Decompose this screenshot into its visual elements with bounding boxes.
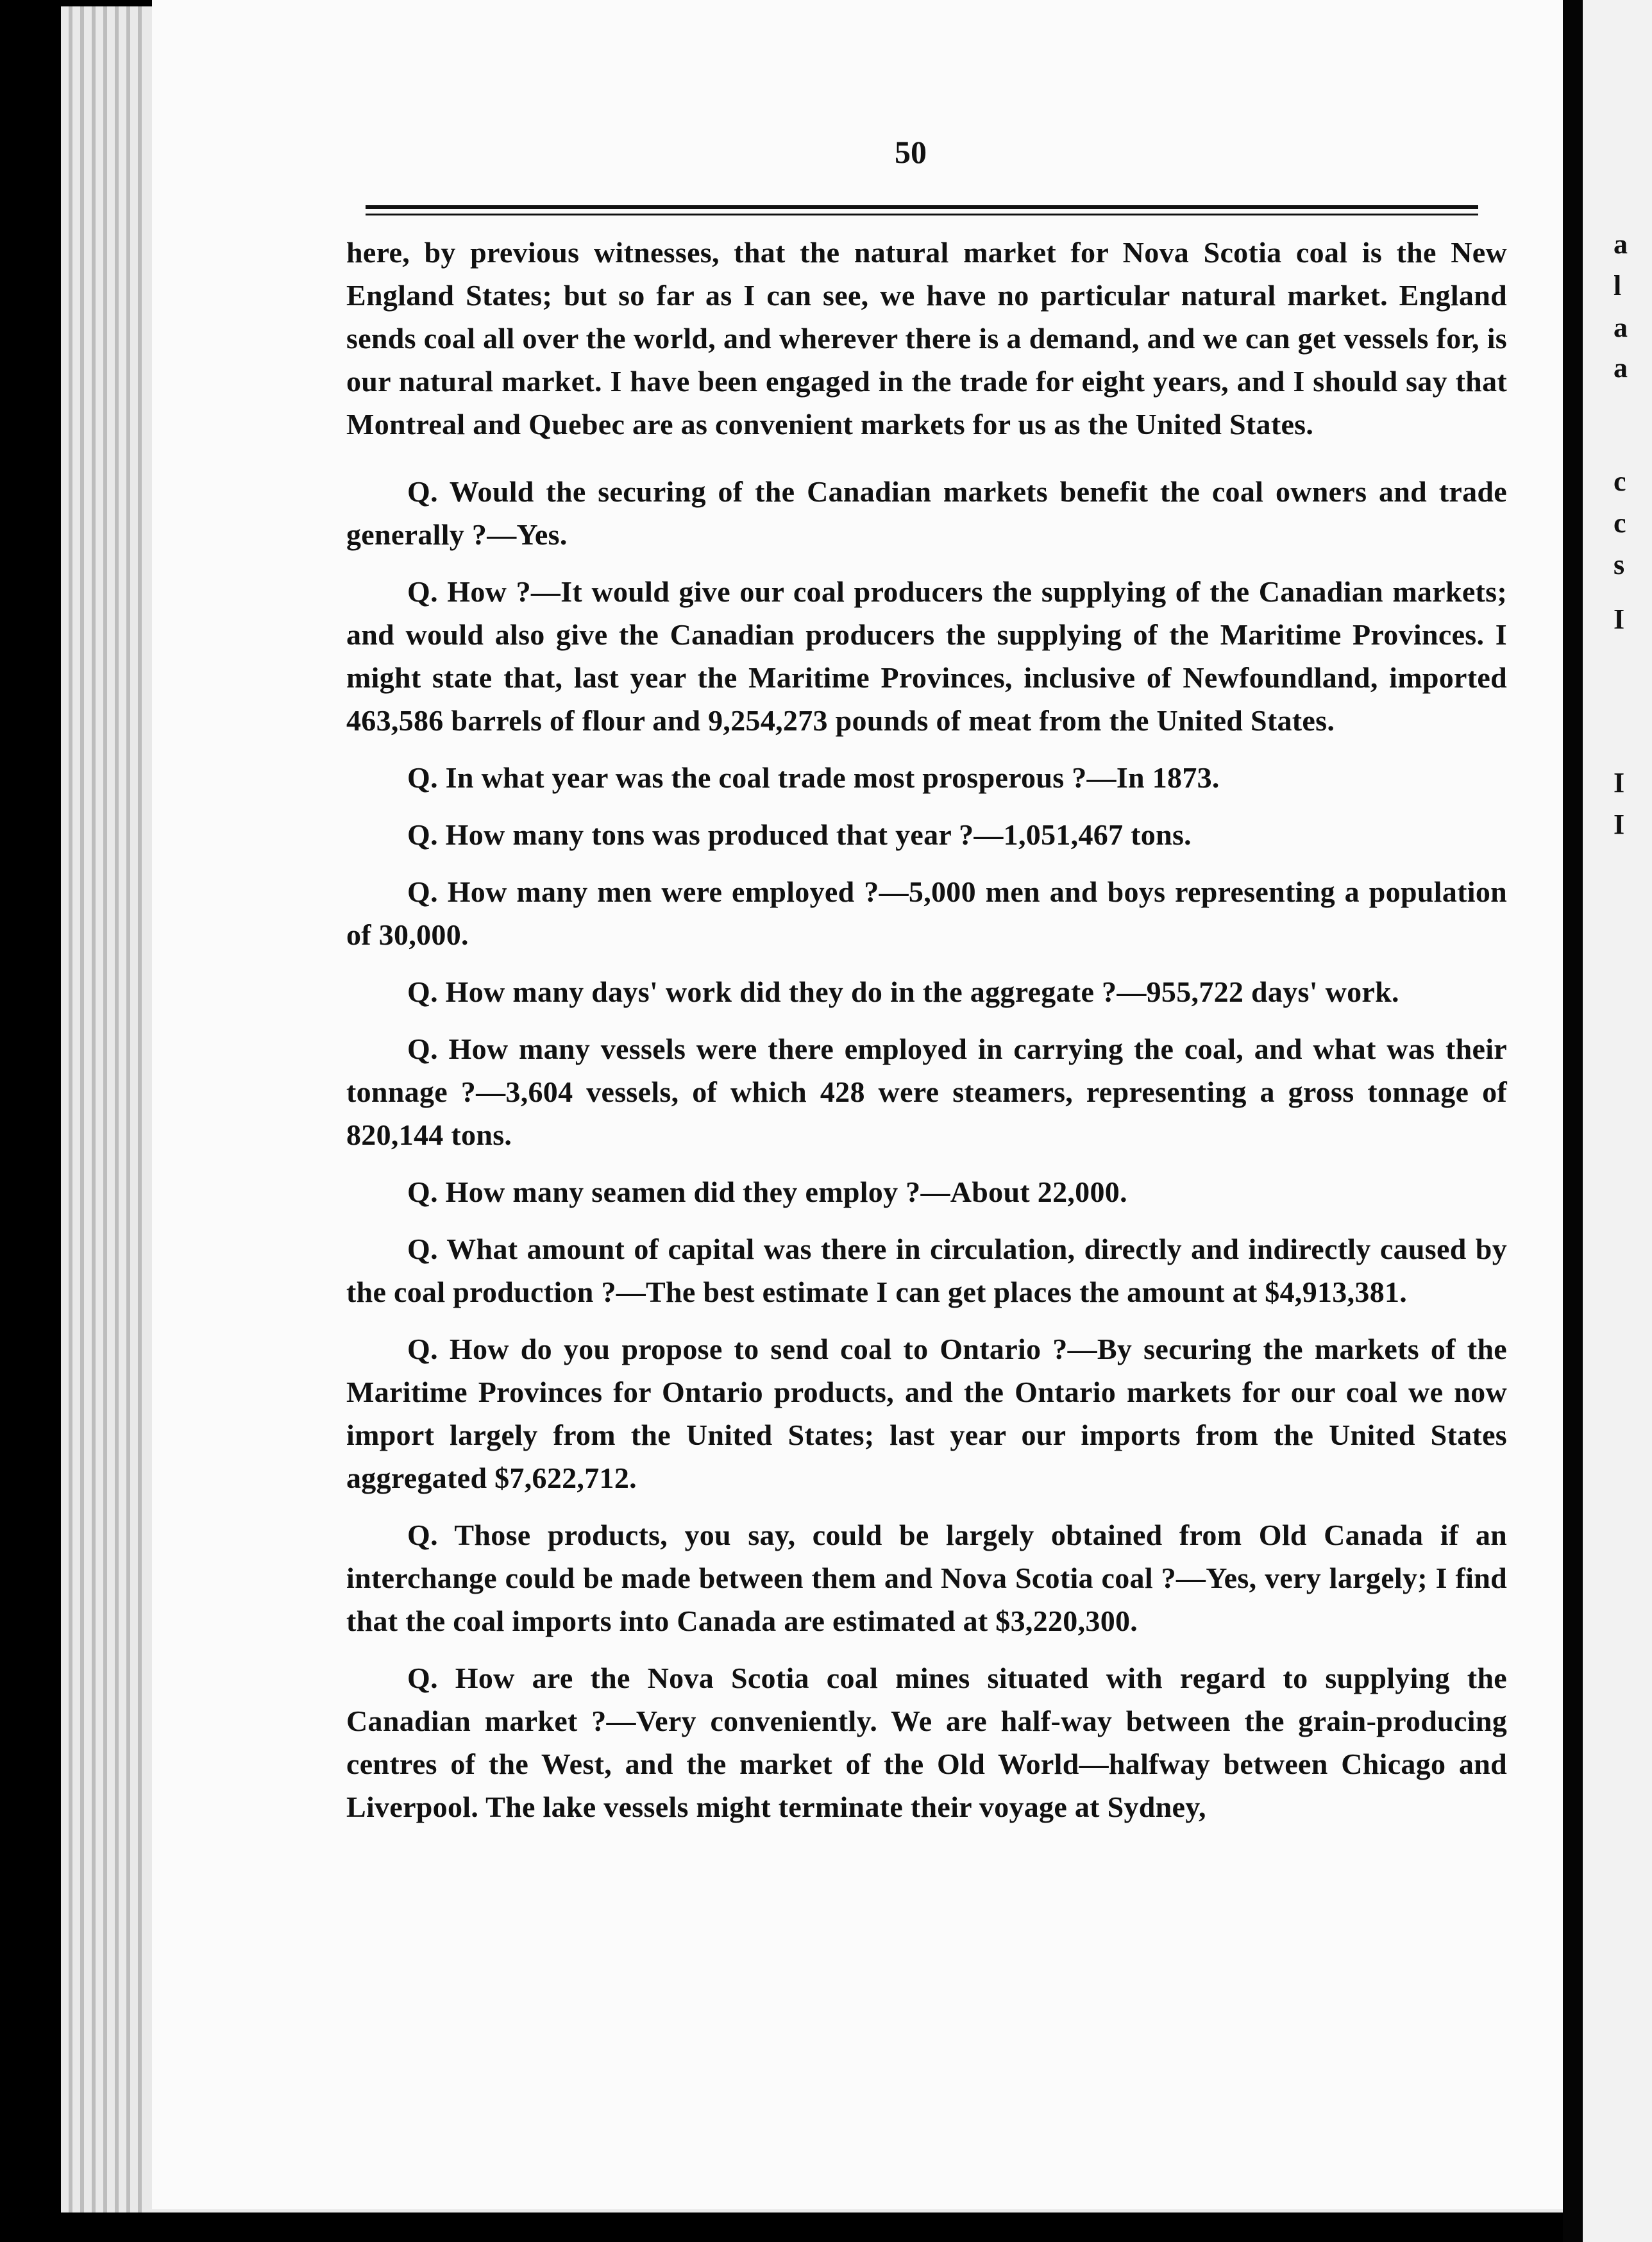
question-answer: Q. Those products, you say, could be largely obtained from Old Canada if an interchange could be made between them and Nova Scotia coal ?—Yes, very largely; I find that the coal imports into Canada are estimated at $3,220,300. [346, 1519, 1507, 1637]
question-answer: Q. What amount of capital was there in circulation, directly and indirectly caused by the coal production ?—The best estimate I can get places the amount at $4,913,381. [346, 1233, 1507, 1308]
adjacent-page-fragment: c [1614, 466, 1626, 497]
page-edge [69, 6, 72, 2212]
header-rule-thin [366, 214, 1478, 215]
page-edge [126, 6, 130, 2212]
page-number: 50 [895, 134, 927, 170]
adjacent-page-fragment: a [1614, 352, 1628, 384]
adjacent-page-fragment: s [1614, 549, 1625, 580]
adjacent-page-fragment: l [1614, 270, 1622, 301]
paragraph-continuation: here, by previous witnesses, that the natural market for Nova Scotia coal is the New England States; but so far as I can see, we have no particular natural market. England sends coal all over the world, and wherever there is a demand, and we can get vessels for, is our natural market. I have been engaged in the trade for eight years, and I should say that Montreal and Quebec are as convenient markets for us as the United States. [346, 236, 1507, 441]
adjacent-page-fragment: I [1614, 809, 1625, 840]
page-edge [138, 6, 142, 2212]
question-answer: Q. How do you propose to send coal to Ontario ?—By securing the markets of the Maritime Provinces for Ontario products, and the Ontario markets for our coal we now import largely from the United States; last year our imports from the United States aggregated $7,622,712. [346, 1333, 1507, 1494]
question-answer: Q. How many vessels were there employed in carrying the coal, and what was their tonnage ?—3,604 vessels, of which 428 were steamers, representing a gross tonnage of 820,144 tons. [346, 1032, 1507, 1151]
page-edge [115, 6, 119, 2212]
adjacent-page-sliver [1583, 0, 1652, 2242]
question-answer: Q. How many men were employed ?—5,000 men and boys representing a population of 30,000. [346, 875, 1507, 951]
adjacent-page-fragment: I [1614, 603, 1625, 635]
question-answer: Q. How many seamen did they employ ?—About 22,000. [407, 1176, 1127, 1208]
question-answer: Q. How are the Nova Scotia coal mines situated with regard to supplying the Canadian market ?—Very conveniently. We are half-way between the grain-producing centres of the West, and the market of the Old World—halfway between Chicago and Liverpool. The lake vessels might terminate their voyage at Sydney, [346, 1662, 1507, 1823]
testimony-text [346, 231, 1507, 1842]
page-edge [103, 6, 107, 2212]
adjacent-page-fragment: a [1614, 228, 1628, 260]
question-answer: Q. How ?—It would give our coal producers the supplying of the Canadian markets; and would also give the Canadian producers the supplying of the Maritime Provinces. I might state that, last year the Maritime Provinces, inclusive of Newfoundland, imported 463,586 barrels of flour and 9,254,273 pounds of meat from the United States. [346, 575, 1507, 737]
page-edge [92, 6, 96, 2212]
adjacent-page-fragment: a [1614, 312, 1628, 343]
adjacent-page-fragment: I [1614, 767, 1625, 798]
question-answer: Q. In what year was the coal trade most prosperous ?—In 1873. [407, 761, 1220, 794]
header-rule-thick [366, 205, 1478, 209]
question-answer: Q. How many tons was produced that year ?—1,051,467 tons. [407, 818, 1192, 851]
page-edge [80, 6, 84, 2212]
book-gutter [1563, 0, 1583, 2242]
adjacent-page-fragment: c [1614, 507, 1626, 539]
question-answer: Q. How many days' work did they do in the aggregate ?—955,722 days' work. [407, 975, 1399, 1008]
question-answer: Q. Would the securing of the Canadian markets benefit the coal owners and trade generally ?—Yes. [346, 475, 1507, 551]
